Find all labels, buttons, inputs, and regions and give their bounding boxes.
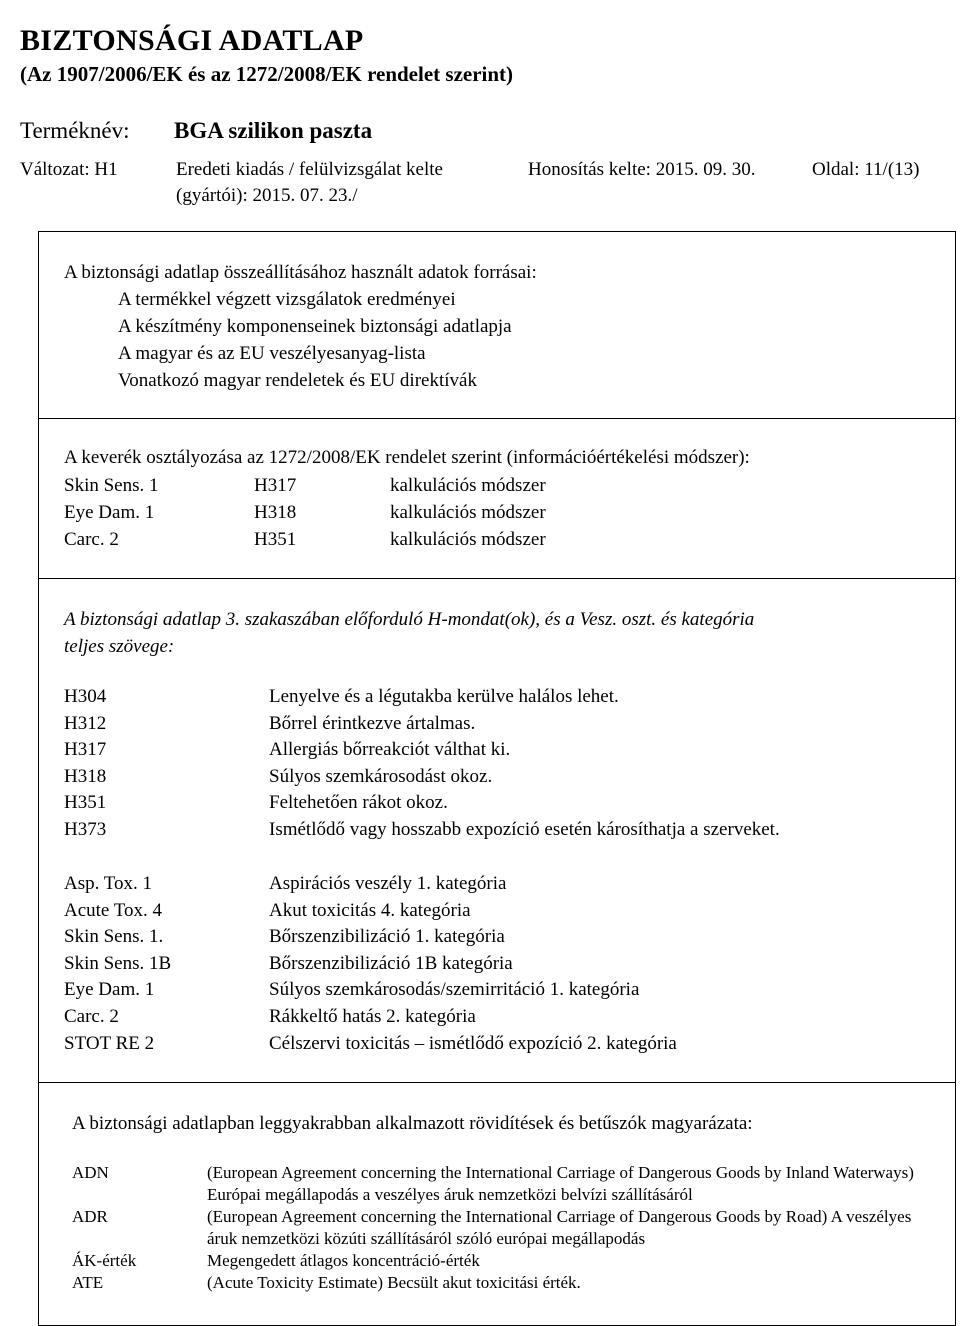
sources-section: [64, 259, 537, 394]
hazard-category-list: [64, 870, 924, 1056]
category-text: Akut toxicitás 4. kategória: [269, 899, 471, 921]
abbreviation: ATE: [72, 1273, 104, 1292]
hazard-class: Skin Sens. 1: [64, 475, 159, 496]
h-text: Bőrrel érintkezve ártalmas.: [269, 712, 476, 734]
classification-row: [64, 472, 764, 499]
h-intro-line1: A biztonsági adatlap 3. szakaszában előforduló H-mondat(ok), és a Vesz. oszt. és kategória: [64, 609, 755, 630]
h-statements-list: [64, 683, 924, 843]
h-statement-row: [64, 763, 924, 790]
abbreviation: ÁK-érték: [72, 1251, 137, 1270]
issue-date-line2: (gyártói): 2015. 07. 23./: [176, 185, 358, 206]
category-row: [64, 897, 924, 924]
category-text: Bőrszenzibilizáció 1. kategória: [269, 926, 505, 948]
h-intro-line2: teljes szövege:: [64, 636, 175, 657]
category-code: Asp. Tox. 1: [64, 873, 153, 894]
category-row: [64, 1003, 924, 1030]
abbreviation-definition: (European Agreement concerning the International Carriage of Dangerous Goods by Inland Waterways) Európai megállapodás a veszélyes áruk nemzetközi belvízi szállításáról: [207, 1163, 914, 1204]
source-item: A készítmény komponenseinek biztonsági adatlapja: [118, 316, 512, 337]
classification-row: [64, 499, 764, 526]
source-item: A termékkel végzett vizsgálatok eredményei: [118, 289, 456, 310]
source-item: A magyar és az EU veszélyesanyag-lista: [118, 343, 426, 364]
abbreviations-heading: A biztonsági adatlapban leggyakrabban alkalmazott rövidítések és betűszók magyarázata:: [72, 1113, 753, 1134]
abbreviation-definition: Megengedett átlagos koncentráció-érték: [207, 1251, 480, 1270]
abbreviation-definition: (European Agreement concerning the International Carriage of Dangerous Goods by Road) A veszélyes áruk nemzetközi közúti szállításáról szóló európai megállapodás: [207, 1207, 912, 1248]
category-text: Bőrszenzibilizáció 1B kategória: [269, 952, 513, 974]
h-statement-row: [64, 683, 924, 710]
category-code: Carc. 2: [64, 1005, 119, 1027]
hazard-code: H317: [254, 475, 297, 496]
h-code: H318: [64, 765, 107, 787]
category-text: Rákkeltő hatás 2. kategória: [269, 1005, 476, 1027]
hazard-class: Carc. 2: [64, 529, 119, 550]
h-code: H304: [64, 686, 107, 707]
h-statement-row: [64, 789, 924, 816]
h-code: H351: [64, 792, 107, 814]
category-code: Acute Tox. 4: [64, 899, 163, 921]
abbreviation-item: [72, 1206, 932, 1250]
hazard-class: Eye Dam. 1: [64, 502, 155, 523]
product-name: BGA szilikon paszta: [174, 118, 373, 143]
hazard-code: H351: [254, 529, 297, 550]
classification-table: [64, 472, 764, 553]
category-row: [64, 1030, 924, 1057]
abbreviation: ADR: [72, 1207, 108, 1226]
category-code: Skin Sens. 1B: [64, 952, 172, 974]
h-code: H312: [64, 712, 107, 734]
version-text: Változat: H1: [20, 159, 118, 180]
h-text: Feltehetően rákot okoz.: [269, 792, 448, 814]
category-text: Aspirációs veszély 1. kategória: [269, 873, 507, 894]
category-text: Súlyos szemkárosodás/szemirritáció 1. kategória: [269, 979, 640, 1001]
classification-row: [64, 526, 764, 553]
classification-heading: A keverék osztályozása az 1272/2008/EK rendelet szerint (információértékelési módszer):: [64, 447, 750, 468]
abbreviation-definition: (Acute Toxicity Estimate) Becsült akut toxicitási érték.: [207, 1273, 581, 1292]
page-number: Oldal: 11/(13): [812, 159, 920, 180]
abbreviation: ADN: [72, 1163, 109, 1182]
document-title: BIZTONSÁGI ADATLAP: [20, 24, 364, 57]
localization-date: Honosítás kelte: 2015. 09. 30.: [528, 159, 756, 180]
h-code: H373: [64, 818, 107, 840]
h-text: Lenyelve és a légutakba kerülve halálos lehet.: [269, 686, 619, 707]
evaluation-method: kalkulációs módszer: [390, 475, 546, 496]
document-subtitle: (Az 1907/2006/EK és az 1272/2008/EK rendelet szerint): [20, 62, 514, 86]
product-label: Terméknév:: [20, 118, 130, 143]
h-text: Súlyos szemkárosodást okoz.: [269, 765, 493, 787]
h-statement-row: [64, 736, 924, 763]
abbreviation-item: [72, 1272, 932, 1294]
evaluation-method: kalkulációs módszer: [390, 529, 546, 550]
source-item: Vonatkozó magyar rendeletek és EU direktívák: [118, 370, 477, 391]
category-code: Skin Sens. 1.: [64, 926, 164, 948]
abbreviation-item: [72, 1250, 932, 1272]
category-text: Célszervi toxicitás – ismétlődő expozíció 2. kategória: [269, 1032, 677, 1054]
category-code: Eye Dam. 1: [64, 979, 155, 1001]
h-statement-row: [64, 710, 924, 737]
abbreviations-list: [72, 1162, 932, 1294]
category-row: [64, 950, 924, 977]
hazard-code: H318: [254, 502, 297, 523]
h-text: Allergiás bőrreakciót válthat ki.: [269, 739, 511, 761]
category-row: [64, 976, 924, 1003]
category-row: [64, 923, 924, 950]
category-row: [64, 870, 924, 897]
sources-heading: A biztonsági adatlap összeállításához használt adatok forrásai:: [64, 262, 537, 283]
h-statement-row: [64, 816, 924, 843]
evaluation-method: kalkulációs módszer: [390, 502, 546, 523]
h-statements-intro: [64, 606, 754, 660]
h-text: Ismétlődő vagy hosszabb expozíció esetén károsíthatja a szerveket.: [269, 818, 780, 840]
h-code: H317: [64, 739, 107, 761]
abbreviation-item: [72, 1162, 932, 1206]
category-code: STOT RE 2: [64, 1032, 155, 1054]
issue-date-line1: Eredeti kiadás / felülvizsgálat kelte: [176, 159, 443, 180]
